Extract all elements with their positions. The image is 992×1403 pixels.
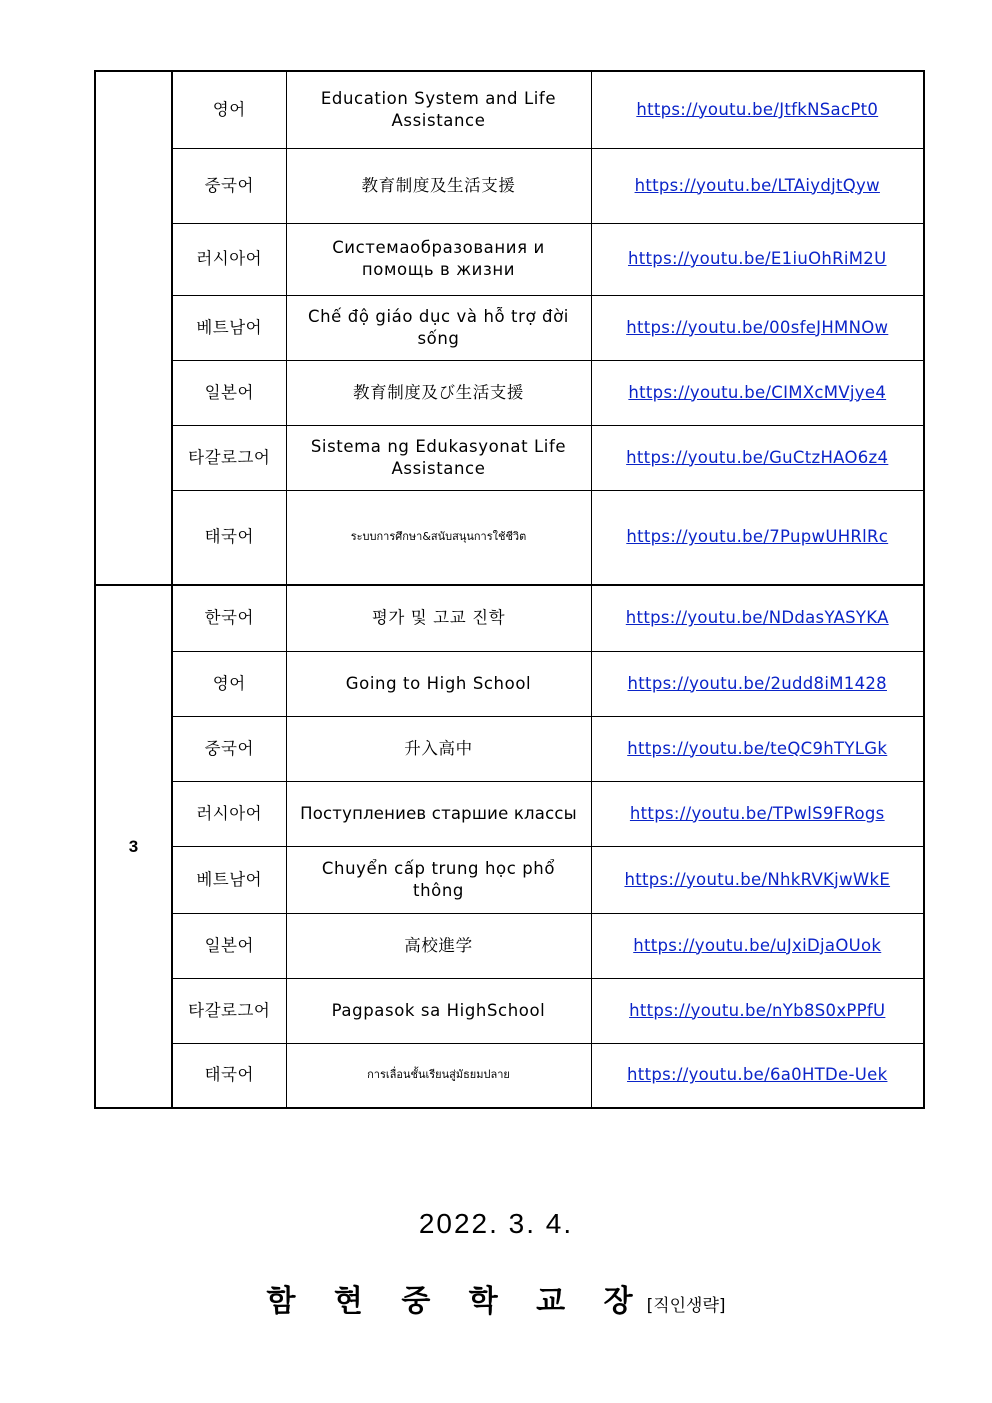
- link-cell: [591, 585, 924, 651]
- table-row: [95, 913, 924, 978]
- table-row: [95, 223, 924, 295]
- link-cell: [591, 781, 924, 846]
- title-cell: 教育制度及び生活支援: [286, 360, 591, 425]
- table-row: [95, 585, 924, 651]
- language-cell: 베트남어: [172, 846, 286, 913]
- link-cell: [591, 716, 924, 781]
- title-cell: Education System and Life Assistance: [286, 71, 591, 148]
- link-cell: [591, 295, 924, 360]
- title-cell: Системаобразования и помощь в жизни: [286, 223, 591, 295]
- video-link[interactable]: https://youtu.be/teQC9hTYLGk: [627, 738, 888, 758]
- language-cell: 러시아어: [172, 223, 286, 295]
- video-link[interactable]: https://youtu.be/00sfeJHMNOw: [626, 317, 889, 337]
- video-link[interactable]: https://youtu.be/E1iuOhRiM2U: [628, 249, 887, 268]
- video-link[interactable]: https://youtu.be/GuCtzHAO6z4: [626, 447, 889, 467]
- video-link[interactable]: https://youtu.be/uJxiDjaOUok: [633, 935, 882, 955]
- table-row: [95, 360, 924, 425]
- video-link[interactable]: https://youtu.be/NhkRVKjwWkE: [624, 869, 891, 889]
- language-cell: 중국어: [172, 148, 286, 223]
- link-cell: [591, 148, 924, 223]
- signature-block: [0, 1276, 992, 1320]
- title-cell: 升入高中: [286, 716, 591, 781]
- video-link[interactable]: https://youtu.be/LTAiydjtQyw: [634, 175, 880, 195]
- title-cell: 教育制度及生活支援: [286, 148, 591, 223]
- table-row: [95, 781, 924, 846]
- link-cell: [591, 978, 924, 1043]
- title-cell: Поступлениев старшие классы: [286, 781, 591, 846]
- language-cell: 러시아어: [172, 781, 286, 846]
- table-row: [95, 651, 924, 716]
- grade-cell: [95, 71, 172, 585]
- title-cell: Sistema ng Edukasyonat Life Assistance: [286, 425, 591, 490]
- link-cell: [591, 425, 924, 490]
- title-cell: Chuyển cấp trung học phổ thông: [286, 846, 591, 913]
- language-cell: 타갈로그어: [172, 978, 286, 1043]
- language-cell: 태국어: [172, 490, 286, 585]
- video-link[interactable]: https://youtu.be/CIMXcMVjye4: [628, 382, 887, 402]
- table-row: [95, 490, 924, 585]
- table-row: [95, 148, 924, 223]
- video-link[interactable]: https://youtu.be/2udd8iM1428: [627, 673, 887, 693]
- table-row: [95, 846, 924, 913]
- grade-cell: 3: [95, 585, 172, 1108]
- video-link[interactable]: https://youtu.be/NDdasYASYKA: [625, 608, 889, 628]
- link-cell: [591, 651, 924, 716]
- title-cell: Going to High School: [286, 651, 591, 716]
- language-cell: 영어: [172, 71, 286, 148]
- video-link[interactable]: https://youtu.be/nYb8S0xPPfU: [629, 1000, 886, 1020]
- link-cell: [591, 490, 924, 585]
- language-cell: 영어: [172, 651, 286, 716]
- language-cell: 한국어: [172, 585, 286, 651]
- language-cell: 일본어: [172, 913, 286, 978]
- video-link-table: [94, 70, 925, 1109]
- title-cell: 高校進学: [286, 913, 591, 978]
- language-cell: 일본어: [172, 360, 286, 425]
- title-cell: Pagpasok sa HighSchool: [286, 978, 591, 1043]
- video-link[interactable]: https://youtu.be/6a0HTDe-Uek: [627, 1065, 888, 1085]
- link-cell: [591, 360, 924, 425]
- link-cell: [591, 913, 924, 978]
- video-link[interactable]: https://youtu.be/TPwlS9FRogs: [629, 803, 885, 823]
- title-cell: ระบบการศึกษา&สนับสนุนการใช้ชีวิต: [286, 490, 591, 585]
- title-cell: Chế độ giáo dục và hỗ trợ đời sống: [286, 295, 591, 360]
- link-cell: [591, 71, 924, 148]
- video-link[interactable]: https://youtu.be/JtfkNSacPt0: [636, 99, 879, 119]
- document-date: 2022. 3. 4.: [418, 1208, 574, 1239]
- link-cell: [591, 1043, 924, 1108]
- table-row: [95, 71, 924, 148]
- language-cell: 베트남어: [172, 295, 286, 360]
- principal-signature: 함 현 중 학 교 장: [266, 1284, 647, 1319]
- link-cell: [591, 223, 924, 295]
- video-link[interactable]: https://youtu.be/7PupwUHRlRc: [626, 527, 889, 547]
- title-cell: การเลื่อนชั้นเรียนสู่มัธยมปลาย: [286, 1043, 591, 1108]
- table-row: [95, 978, 924, 1043]
- table-row: [95, 295, 924, 360]
- language-cell: 타갈로그어: [172, 425, 286, 490]
- link-cell: [591, 846, 924, 913]
- table-row: [95, 1043, 924, 1108]
- table-row: [95, 425, 924, 490]
- language-cell: 태국어: [172, 1043, 286, 1108]
- title-cell: 평가 및 고교 진학: [286, 585, 591, 651]
- stamp-omitted-note: [직인생략]: [646, 1296, 726, 1316]
- table-row: [95, 716, 924, 781]
- language-cell: 중국어: [172, 716, 286, 781]
